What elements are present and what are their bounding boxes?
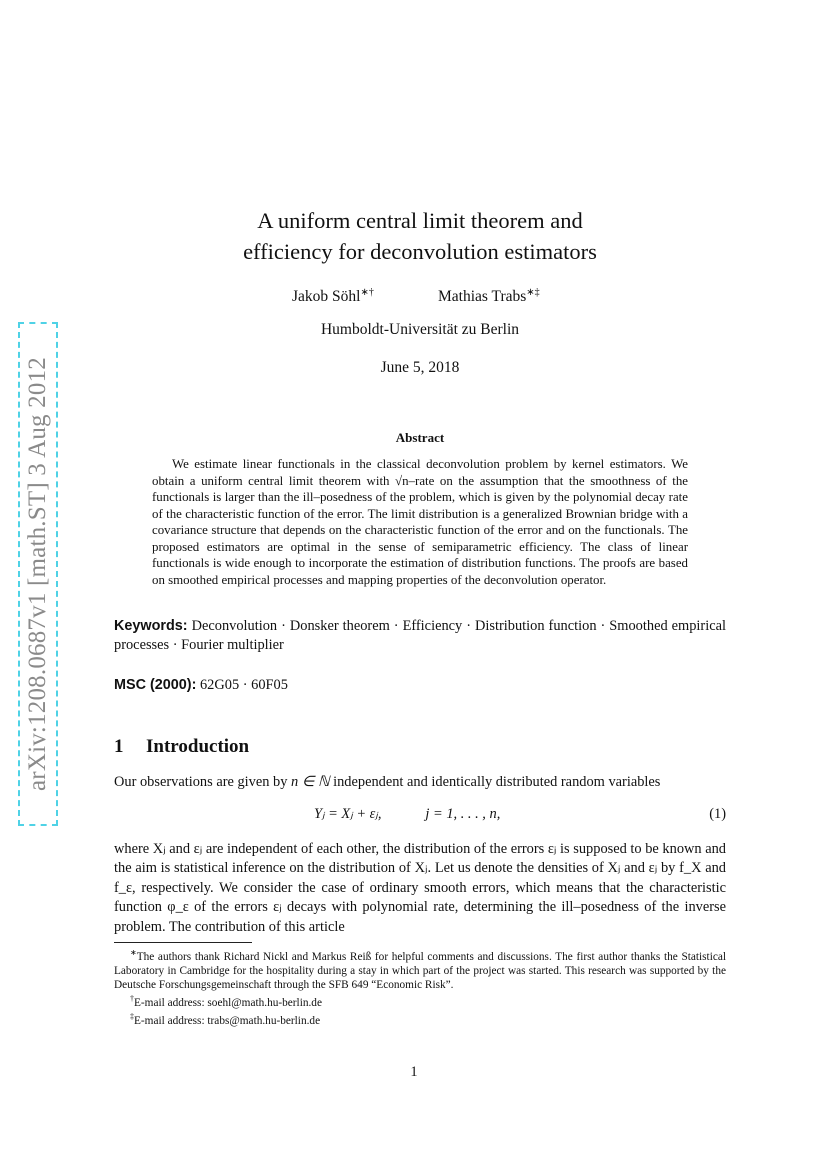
arxiv-identifier: arXiv:1208.0687v1 [math.ST] 3 Aug 2012	[24, 357, 51, 791]
footnote-mark: †	[130, 993, 134, 1003]
intro-paragraph-2: where Xⱼ and εⱼ are independent of each other, the distribution of the errors εⱼ is supposed to be known and the aim is statistical inference on the distribution of Xⱼ. Let us denote the densities of Xⱼ and εⱼ by f_X and f_ε, respectively. We consider the case of ordinary smooth errors, which means that the characteristic function φ_ε of the errors εⱼ decays with polynomial rate, determining the ill–posedness of the inverse problem. The contribution of this article	[114, 841, 726, 935]
footnote-mark: ‡	[130, 1011, 134, 1021]
footnote-text: E-mail address: trabs@math.hu-berlin.de	[134, 1014, 321, 1027]
msc-label: MSC (2000):	[114, 677, 197, 693]
section-heading	[114, 736, 249, 758]
abstract-text-1: We estimate linear functionals in the classical deconvolution problem by kernel estimators. We obtain a uniform central limit theorem with	[152, 457, 688, 488]
equation-rhs: j = 1, . . . , n,	[425, 806, 501, 822]
paper-title-line-2: efficiency for deconvolution estimators	[243, 239, 597, 264]
msc	[114, 676, 726, 695]
section-title: Introduction	[146, 736, 250, 757]
equation-body	[314, 806, 500, 823]
footnote-email-2	[114, 1010, 726, 1028]
author-2-name: Mathias Trabs	[438, 288, 527, 306]
msc-text: 62G05 · 60F05	[199, 677, 288, 693]
inline-math: n ∈ ℕ	[291, 774, 330, 790]
keywords-text: Deconvolution · Donsker theorem · Efficiency · Distribution function · Smoothed empirical processes · Fourier multiplier	[114, 618, 726, 654]
abstract-text-2: –rate on the assumption that the smoothness of the functionals is larger than the ill–posedness of the problem, which is given by the polynomial decay rate of the characteristic function of the error. The limit distribution is a generalized Brownian bridge with a covariance structure that depends on the characteristic function of the error and on the functionals. The proposed estimators are optimal in the sense of semiparametric efficiency. The class of linear functionals is wide enough to incorporate the estimation of distribution functions. The proofs are based on smoothed empirical processes and mapping properties of the deconvolution operator.	[152, 473, 688, 587]
section-number: 1	[114, 736, 124, 757]
author-1-name: Jakob Söhl	[292, 288, 361, 306]
intro-text: independent and identically distributed random variables	[329, 774, 661, 790]
footnote-ack	[114, 946, 726, 992]
abstract-heading: Abstract	[395, 430, 445, 445]
footnote-rule	[114, 942, 252, 943]
arxiv-sidebar-stamp	[18, 322, 58, 826]
author-1-marks: ∗†	[360, 287, 374, 298]
footnote-text: The authors thank Richard Nickl and Markus Reiß for helpful comments and discussions. The first author thanks the Statistical Laboratory in Cambridge for the hospitality during a stay in which part of the project was started. This research was supported by the Deutsche Forschungsgemeinschaft through the SFB 649 “Economic Risk”.	[114, 950, 726, 991]
affiliation: Humboldt-Universität zu Berlin	[320, 321, 520, 338]
equation-1	[114, 806, 726, 826]
date: June 5, 2018	[380, 359, 460, 376]
footnotes	[114, 946, 726, 1027]
equation-number: (1)	[709, 806, 726, 822]
keywords-label: Keywords:	[114, 618, 188, 634]
equation-lhs: Yⱼ = Xⱼ + εⱼ,	[314, 806, 382, 822]
footnote-text: E-mail address: soehl@math.hu-berlin.de	[134, 996, 322, 1009]
abstract-body	[152, 456, 688, 588]
sqrt-n: √n	[395, 473, 409, 488]
paper-title-line-1: A uniform central limit theorem and	[257, 208, 583, 233]
footnote-mark: ∗	[130, 948, 137, 957]
intro-paragraph-1	[114, 773, 726, 792]
page-number: 1	[410, 1064, 418, 1080]
keywords	[114, 617, 726, 656]
author-1	[292, 287, 374, 306]
author-2-marks: ∗‡	[526, 287, 540, 298]
footnote-email-1	[114, 992, 726, 1010]
intro-text: Our observations are given by	[114, 774, 292, 790]
author-2	[438, 287, 540, 306]
